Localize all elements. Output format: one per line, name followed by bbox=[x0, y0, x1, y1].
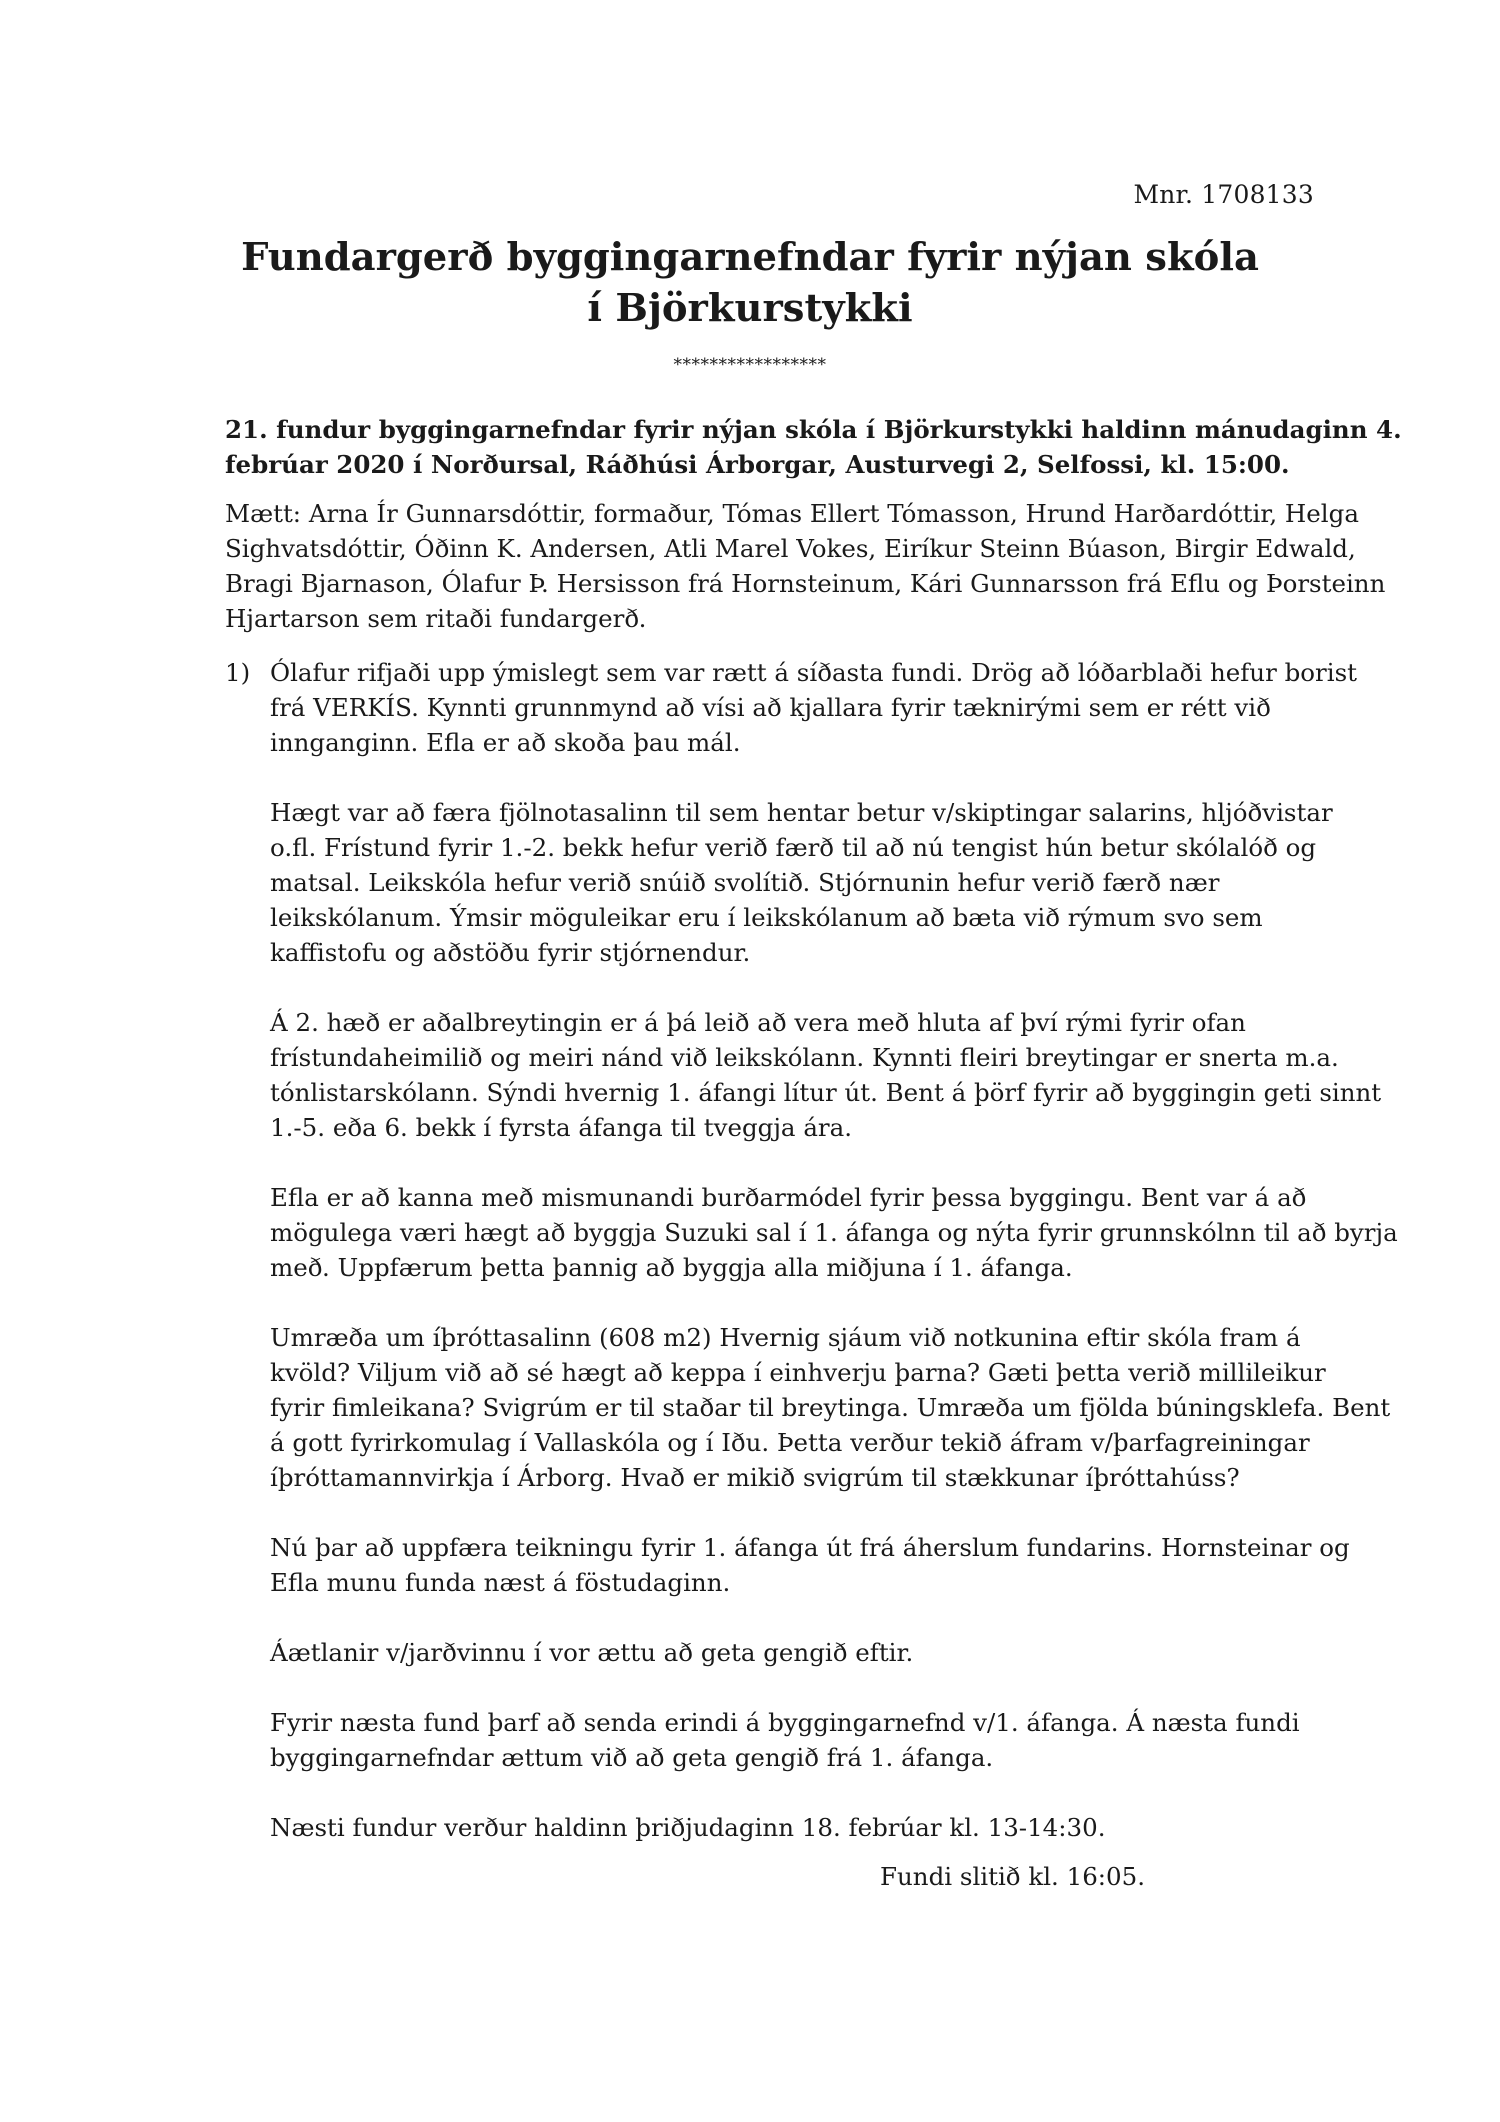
paragraph-line: innganginn. Efla er að skoða þau mál. bbox=[270, 728, 741, 757]
item-paragraph bbox=[270, 655, 1357, 760]
meeting-heading bbox=[225, 412, 1402, 482]
paragraph-line: frístundaheimilið og meiri nánd við leikskólann. Kynnti fleiri breytingar er snerta m.a. bbox=[270, 1043, 1339, 1072]
paragraph-line: Áætlanir v/jarðvinnu í vor ættu að geta gengið eftir. bbox=[270, 1638, 914, 1667]
paragraph-line: tónlistarskólann. Sýndi hvernig 1. áfangi lítur út. Bent á þörf fyrir að byggingin geti sinnt bbox=[270, 1078, 1382, 1107]
paragraph-line: Efla munu funda næst á föstudaginn. bbox=[270, 1568, 731, 1597]
agenda-item-body bbox=[270, 655, 1398, 1845]
attendees-line: Sighvatsdóttir, Óðinn K. Andersen, Atli Marel Vokes, Eiríkur Steinn Búason, Birgir Edwald, bbox=[225, 534, 1356, 563]
attendees-line: Mætt: Arna Ír Gunnarsdóttir, formaður, Tómas Ellert Tómasson, Hrund Harðardóttir, Helga bbox=[225, 499, 1359, 528]
paragraph-line: Næsti fundur verður haldinn þriðjudaginn 18. febrúar kl. 13-14:30. bbox=[270, 1813, 1106, 1842]
agenda-item-number: 1) bbox=[225, 658, 251, 687]
item-paragraph bbox=[270, 1005, 1382, 1145]
paragraph-line: með. Uppfærum þetta þannig að byggja alla miðjuna í 1. áfanga. bbox=[270, 1253, 1073, 1282]
paragraph-line: fyrir fimleikana? Svigrúm er til staðar til breytinga. Umræða um fjölda búningsklefa. Bent bbox=[270, 1393, 1391, 1422]
paragraph-line: íþróttamannvirkja í Árborg. Hvað er mikið svigrúm til stækkunar íþróttahúss? bbox=[270, 1463, 1240, 1492]
document-number: Mnr. 1708133 bbox=[1133, 180, 1314, 209]
heading-line: febrúar 2020 í Norðursal, Ráðhúsi Árborgar, Austurvegi 2, Selfossi, kl. 15:00. bbox=[225, 450, 1290, 479]
agenda-item-1 bbox=[225, 655, 1398, 1880]
attendees-line: Bragi Bjarnason, Ólafur Þ. Hersisson frá Hornsteinum, Kári Gunnarsson frá Eflu og Þorsteinn bbox=[225, 569, 1386, 598]
paragraph-line: 1.-5. eða 6. bekk í fyrsta áfanga til tveggja ára. bbox=[270, 1113, 853, 1142]
paragraph-line: Umræða um íþróttasalinn (608 m2) Hvernig sjáum við notkunina eftir skóla fram á bbox=[270, 1323, 1301, 1352]
attendees-paragraph bbox=[225, 496, 1386, 636]
paragraph-line: leikskólanum. Ýmsir möguleikar eru í leikskólanum að bæta við rýmum svo sem bbox=[270, 903, 1263, 932]
item-paragraph bbox=[270, 1705, 1335, 1775]
title-line-1: Fundargerð byggingarnefndar fyrir nýjan skóla bbox=[241, 235, 1259, 280]
paragraph-line: Nú þar að uppfæra teikningu fyrir 1. áfanga út frá áherslum fundarins. Hornsteinar og bbox=[270, 1533, 1350, 1562]
item-paragraph bbox=[270, 1530, 1350, 1600]
paragraph-line: frá VERKÍS. Kynnti grunnmynd að vísi að kjallara fyrir tæknirými sem er rétt við bbox=[270, 693, 1271, 722]
paragraph-line: kaffistofu og aðstöðu fyrir stjórnendur. bbox=[270, 938, 751, 967]
paragraph-line: matsal. Leikskóla hefur verið snúið svolítið. Stjórnunin hefur verið færð nær bbox=[270, 868, 1220, 897]
document-title bbox=[0, 232, 1500, 334]
item-paragraph bbox=[270, 1180, 1398, 1285]
paragraph-line: mögulega væri hægt að byggja Suzuki sal í 1. áfanga og nýta fyrir grunnskólnn til að byrja bbox=[270, 1218, 1398, 1247]
paragraph-line: o.fl. Frístund fyrir 1.-2. bekk hefur verið færð til að nú tengist hún betur skólalóð og bbox=[270, 833, 1317, 862]
item-paragraph bbox=[270, 1810, 1335, 1845]
item-paragraph bbox=[270, 1635, 1335, 1670]
paragraph-line: Hægt var að færa fjölnotasalinn til sem hentar betur v/skiptingar salarins, hljóðvistar bbox=[270, 798, 1333, 827]
paragraph-line: byggingarnefndar ættum við að geta gengið frá 1. áfanga. bbox=[270, 1743, 994, 1772]
paragraph-line: Ólafur rifjaði upp ýmislegt sem var rætt á síðasta fundi. Drög að lóðarblaði hefur borist bbox=[270, 658, 1357, 687]
item-paragraph bbox=[270, 795, 1335, 970]
separator: ***************** bbox=[673, 355, 827, 375]
meeting-closing: Fundi slitið kl. 16:05. bbox=[880, 1862, 1145, 1891]
paragraph-line: Efla er að kanna með mismunandi burðarmódel fyrir þessa byggingu. Bent var á að bbox=[270, 1183, 1307, 1212]
item-paragraph bbox=[270, 1320, 1391, 1495]
paragraph-line: kvöld? Viljum við að sé hægt að keppa í einhverju þarna? Gæti þetta verið millileikur bbox=[270, 1358, 1326, 1387]
attendees-line: Hjartarson sem ritaði fundargerð. bbox=[225, 604, 647, 633]
heading-line: 21. fundur byggingarnefndar fyrir nýjan skóla í Björkurstykki haldinn mánudaginn 4. bbox=[225, 415, 1402, 444]
paragraph-line: Fyrir næsta fund þarf að senda erindi á byggingarnefnd v/1. áfanga. Á næsta fundi bbox=[270, 1708, 1300, 1737]
paragraph-line: Á 2. hæð er aðalbreytingin er á þá leið að vera með hluta af því rými fyrir ofan bbox=[270, 1008, 1246, 1037]
title-line-2: í Björkurstykki bbox=[587, 286, 913, 331]
paragraph-line: á gott fyrirkomulag í Vallaskóla og í Iðu. Þetta verður tekið áfram v/þarfagreiningar bbox=[270, 1428, 1310, 1457]
